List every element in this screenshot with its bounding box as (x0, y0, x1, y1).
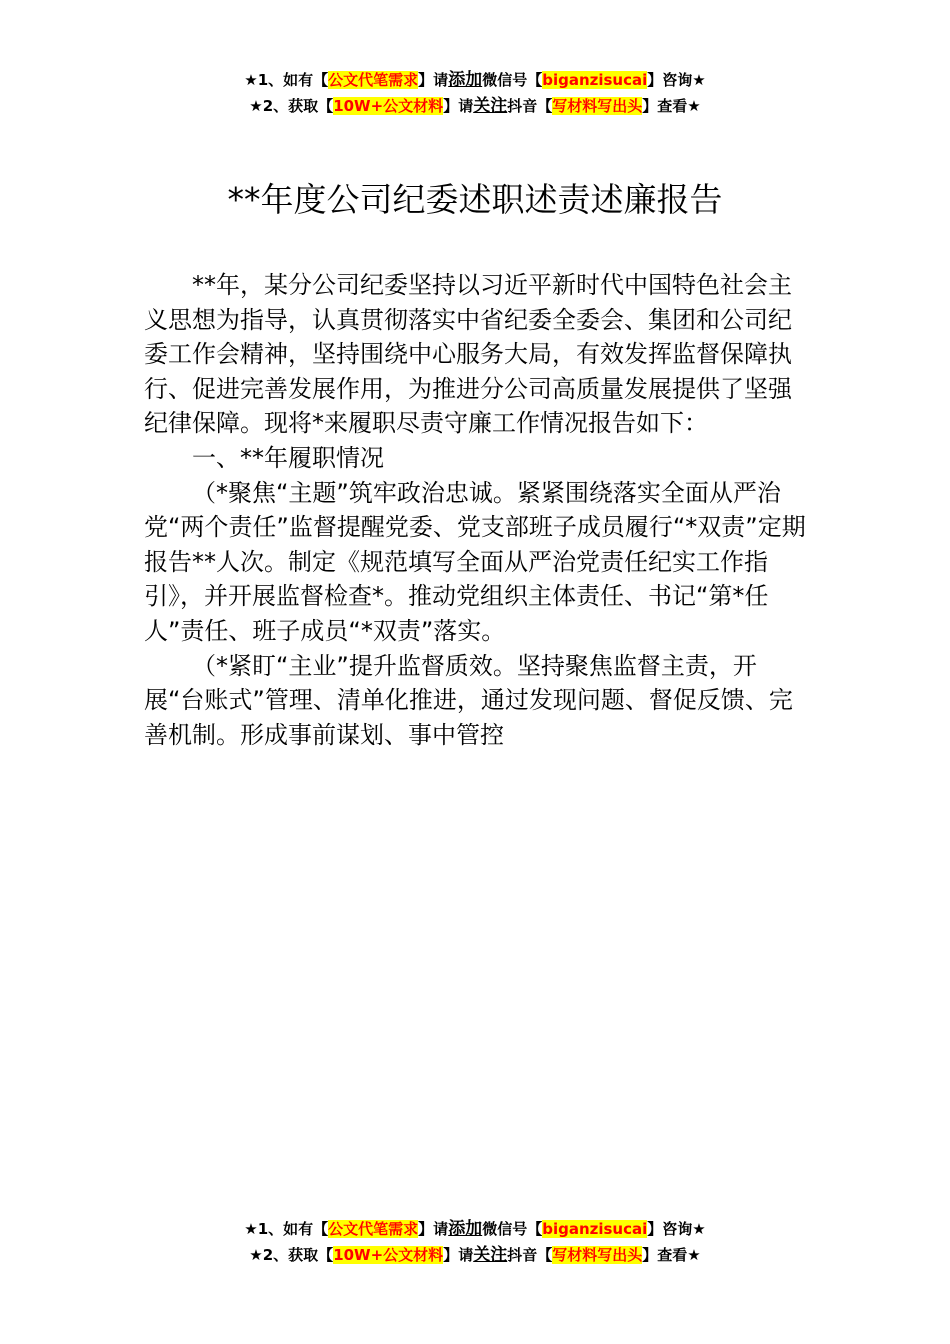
ad-underlined-text: 添加 (448, 1219, 483, 1239)
ad-text: 抖音【 (507, 1246, 553, 1264)
header-ad-banner (0, 67, 950, 119)
ad-highlight-materials: 10W+公文材料 (333, 97, 444, 115)
ad-highlight-service: 公文代笔需求 (328, 1220, 419, 1238)
section-heading: 一、**年履职情况 (192, 443, 384, 472)
footer-ad-line-1 (0, 1216, 950, 1242)
header-ad-line-2 (0, 93, 950, 119)
ad-text: ★2、获取【 (249, 97, 334, 115)
ad-text: ★1、如有【 (244, 1220, 329, 1238)
ad-text: 】咨询★ (647, 1220, 706, 1238)
ad-underlined-text: 添加 (448, 70, 483, 90)
ad-highlight-douyin-account: 写材料写出头 (552, 97, 643, 115)
ad-text: 微信号【 (482, 1220, 543, 1238)
document-title: **年度公司纪委述职述责述廉报告 (227, 180, 723, 219)
footer-ad-line-2 (0, 1242, 950, 1268)
ad-underlined-text: 关注 (473, 96, 508, 116)
body-paragraph-1: （*聚焦“主题”筑牢政治忠诚。紧紧围绕落实全面从严治党“两个责任”监督提醒党委、党支部班子成员履行“*双责”定期报告**人次。制定《规范填写全面从严治党责任纪实工作指引》，并开展监督检查*。推动党组织主体责任、书记“第*任人”责任、班子成员“*双责”落实。 (144, 478, 806, 645)
body-paragraph-2: （*紧盯“主业”提升监督质效。坚持聚焦监督主责，开展“台账式”管理、清单化推进，通过发现问题、督促反馈、完善机制。形成事前谋划、事中管控 (144, 651, 793, 749)
ad-underlined-text: 关注 (473, 1245, 508, 1265)
ad-text: 】查看★ (642, 1246, 701, 1264)
ad-text: 抖音【 (507, 97, 553, 115)
ad-highlight-douyin-account: 写材料写出头 (552, 1246, 643, 1264)
ad-text: ★1、如有【 (244, 71, 329, 89)
ad-text: 】请 (418, 71, 449, 89)
ad-text: 】查看★ (642, 97, 701, 115)
ad-text: 】咨询★ (647, 71, 706, 89)
ad-text: 】请 (418, 1220, 449, 1238)
ad-text: 微信号【 (482, 71, 543, 89)
ad-text: ★2、获取【 (249, 1246, 334, 1264)
header-ad-line-1 (0, 67, 950, 93)
ad-highlight-materials: 10W+公文材料 (333, 1246, 444, 1264)
ad-text: 】请 (443, 1246, 474, 1264)
ad-highlight-wechat-id: biganzisucai (542, 1220, 648, 1238)
ad-highlight-wechat-id: biganzisucai (542, 71, 648, 89)
footer-ad-banner (0, 1216, 950, 1268)
document-body (144, 268, 808, 752)
ad-highlight-service: 公文代笔需求 (328, 71, 419, 89)
body-paragraph-intro: **年，某分公司纪委坚持以习近平新时代中国特色社会主义思想为指导，认真贯彻落实中省纪委全委会、集团和公司纪委工作会精神，坚持围绕中心服务大局，有效发挥监督保障执行、促进完善发展作用，为推进分公司高质量发展提供了坚强纪律保障。现将*来履职尽责守廉工作情况报告如下： (144, 271, 792, 438)
ad-text: 】请 (443, 97, 474, 115)
